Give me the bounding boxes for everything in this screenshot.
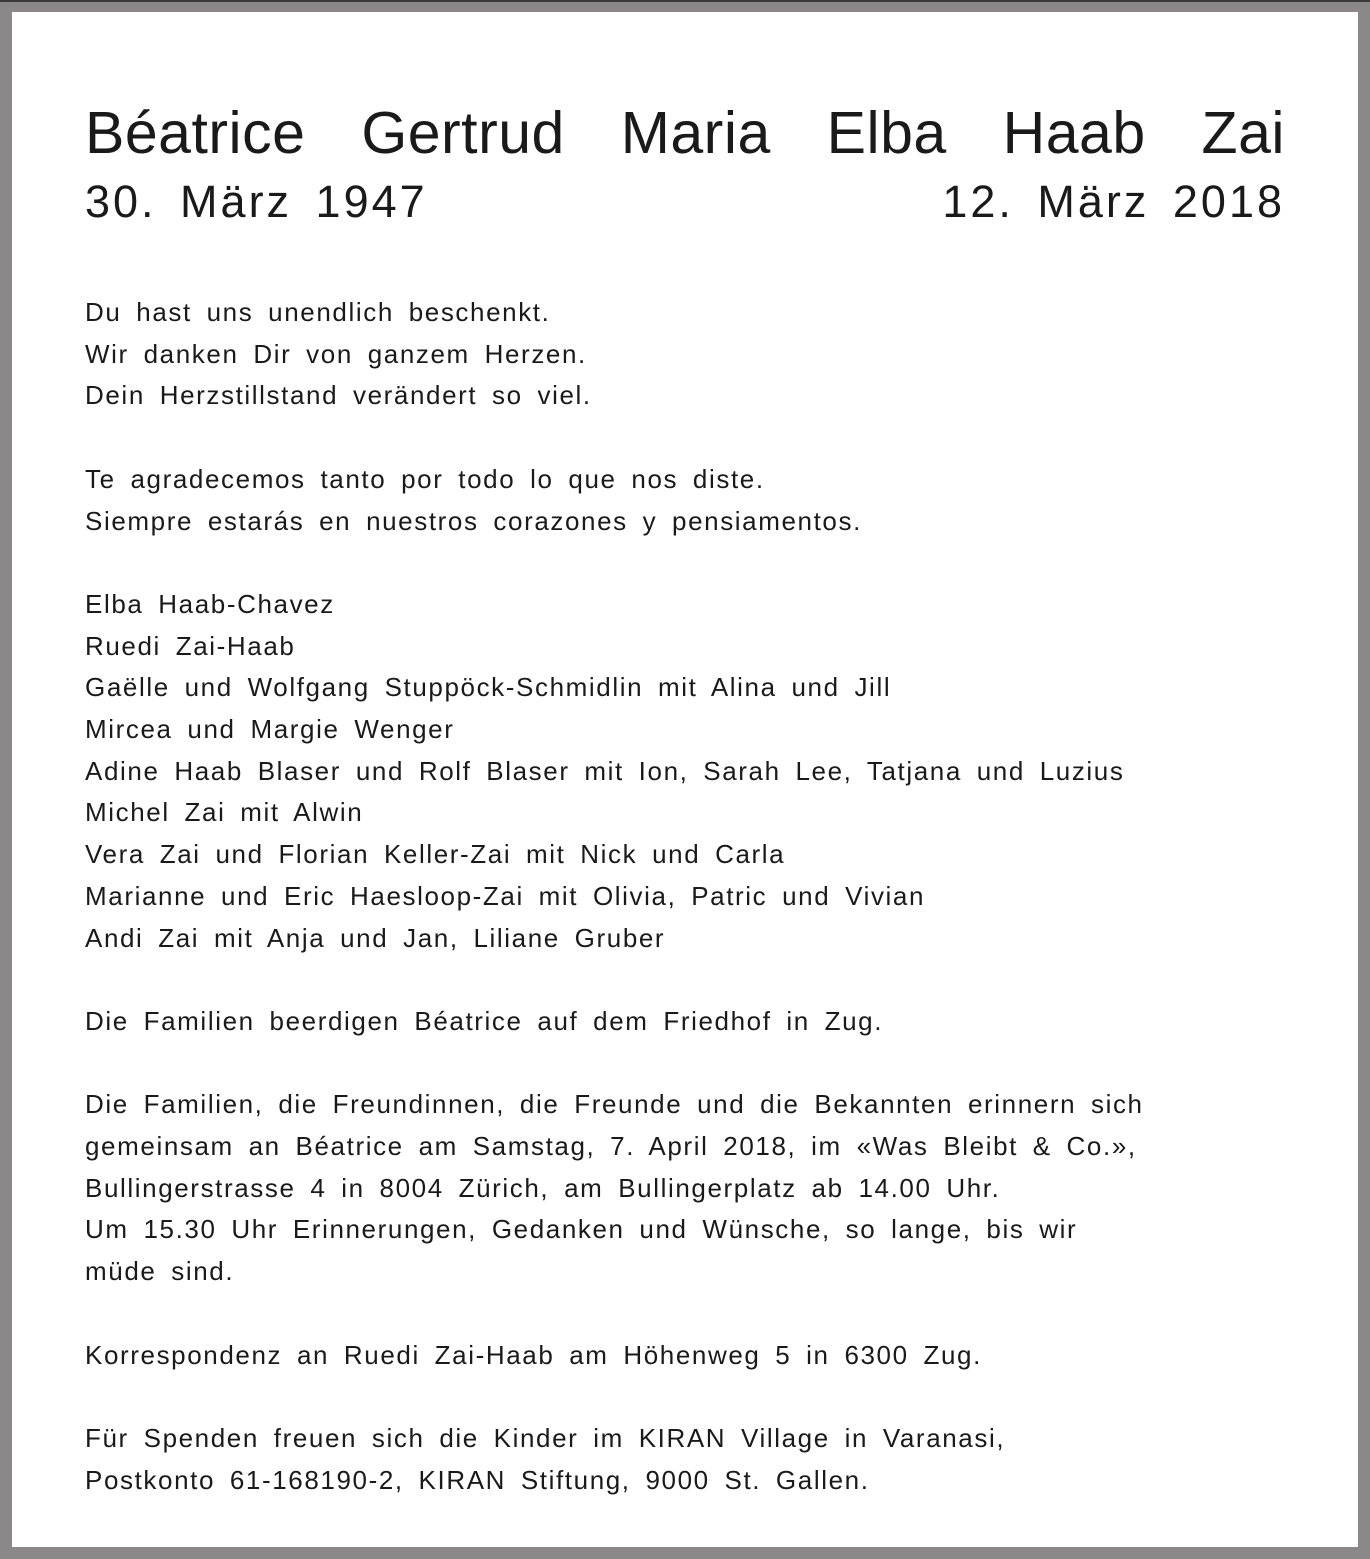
- mourner-entry: Vera Zai und Florian Keller-Zai mit Nick und Carla: [85, 839, 786, 870]
- burial-line: Die Familien beerdigen Béatrice auf dem Friedhof in Zug.: [85, 1005, 884, 1036]
- mourners-list: [85, 584, 1315, 959]
- mourner-entry: Andi Zai mit Anja und Jan, Liliane Gruber: [85, 922, 666, 953]
- verse-line: Wir danken Dir von ganzem Herzen.: [85, 338, 587, 369]
- verse-line: Te agradecemos tanto por todo lo que nos diste.: [85, 463, 765, 494]
- mourner-entry: Elba Haab-Chavez: [85, 588, 335, 619]
- notice-body: [85, 292, 1315, 1543]
- verse-line: Siempre estarás en nuestros corazones y pensiamentos.: [85, 505, 862, 536]
- verse-line: Du hast uns unendlich beschenkt.: [85, 297, 551, 327]
- spanish-verse: [85, 459, 1315, 542]
- german-verse: [85, 292, 1315, 417]
- mourner-entry: Marianne und Eric Haesloop-Zai mit Olivia, Patric und Vivian: [85, 880, 926, 911]
- date-of-birth: 30. März 1947: [85, 176, 428, 227]
- donation-line: Für Spenden freuen sich die Kinder im KIRAN Village in Varanasi,: [85, 1422, 1006, 1453]
- mourner-entry: Adine Haab Blaser und Rolf Blaser mit Ion, Sarah Lee, Tatjana und Luzius: [85, 755, 1125, 786]
- mourner-entry: Michel Zai mit Alwin: [85, 797, 364, 828]
- memorial-line: Bullingerstrasse 4 in 8004 Zürich, am Bullingerplatz ab 14.00 Uhr.: [85, 1172, 1001, 1203]
- mourner-entry: Ruedi Zai-Haab: [85, 630, 296, 661]
- deceased-name: Béatrice Gertrud Maria Elba Haab Zai: [85, 100, 1285, 166]
- memorial-line: gemeinsam an Béatrice am Samstag, 7. April 2018, im «Was Bleibt & Co.»,: [85, 1131, 1137, 1161]
- frame-top-edge: [0, 0, 1370, 2]
- correspondence-line: Korrespondenz an Ruedi Zai-Haab am Höhenweg 5 in 6300 Zug.: [85, 1339, 982, 1370]
- life-dates: [85, 172, 1285, 232]
- correspondence-address: [85, 1335, 1315, 1377]
- memorial-gathering: [85, 1084, 1315, 1293]
- donation-line: Postkonto 61-168190-2, KIRAN Stiftung, 9000 St. Gallen.: [85, 1464, 870, 1495]
- date-of-death: 12. März 2018: [942, 176, 1285, 227]
- memorial-line: müde sind.: [85, 1256, 235, 1287]
- memorial-line: Die Familien, die Freundinnen, die Freunde und die Bekannten erinnern sich: [85, 1089, 1144, 1120]
- memorial-line: Um 15.30 Uhr Erinnerungen, Gedanken und Wünsche, so lange, bis wir: [85, 1214, 1078, 1245]
- burial-info: [85, 1001, 1315, 1043]
- obituary-notice: [12, 12, 1358, 1547]
- mourner-entry: Mircea und Margie Wenger: [85, 714, 455, 744]
- mourner-entry: Gaëlle und Wolfgang Stuppöck-Schmidlin mit Alina und Jill: [85, 672, 892, 703]
- donation-info: [85, 1418, 1315, 1501]
- verse-line: Dein Herzstillstand verändert so viel.: [85, 380, 592, 411]
